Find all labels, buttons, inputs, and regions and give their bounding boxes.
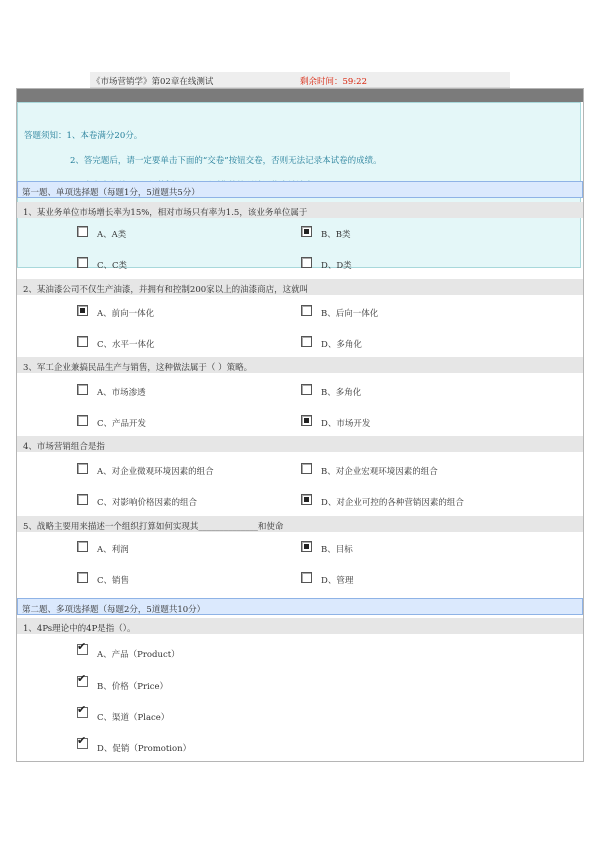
radio-button[interactable]	[77, 257, 88, 268]
toolbar-strip	[17, 89, 583, 102]
radio-button[interactable]	[77, 384, 88, 395]
check-mark-icon: ✔	[77, 734, 87, 747]
exam-frame	[16, 88, 584, 762]
option-label: A、市场渗透	[97, 388, 146, 398]
radio-button[interactable]	[77, 541, 88, 552]
question-text: 3、军工企业兼搞民品生产与销售，这种做法属于（ ）策略。	[23, 363, 253, 373]
radio-button[interactable]	[77, 415, 88, 426]
option-label: A、A类	[97, 230, 127, 240]
question-text: 1、4Ps理论中的4P是指（）。	[23, 624, 136, 634]
question-row	[17, 436, 583, 452]
radio-button[interactable]	[77, 336, 88, 347]
radio-button[interactable]	[301, 541, 312, 552]
option-label: D、D类	[321, 261, 352, 271]
radio-button[interactable]	[301, 463, 312, 474]
option-label: B、目标	[321, 545, 353, 555]
section-title: 第一题、单项选择题（每题1分，5道题共5分）	[22, 188, 200, 198]
radio-button[interactable]	[301, 415, 312, 426]
option-label: B、多角化	[321, 388, 362, 398]
radio-button[interactable]	[301, 384, 312, 395]
option-label: C、渠道（Place）	[97, 713, 170, 723]
notice-line: 2、答完题后，请一定要单击下面的“交卷”按钮交卷，否则无法记录本试卷的成绩。	[70, 156, 382, 166]
question-text: 4、市场营销组合是指	[23, 442, 105, 452]
checkbox[interactable]	[77, 734, 88, 749]
option-label: D、市场开发	[321, 419, 371, 429]
option-label: B、对企业宏观环境因素的组合	[321, 467, 438, 477]
option-label: C、对影响价格因素的组合	[97, 498, 198, 508]
notice-line: 答题须知：1、本卷满分20分。	[24, 131, 143, 141]
checkbox[interactable]	[77, 703, 88, 718]
option-label: D、多角化	[321, 340, 362, 350]
option-label: B、价格（Price）	[97, 682, 169, 692]
radio-button[interactable]	[77, 226, 88, 237]
section-title: 第二题、多项选择题（每题2分，5道题共10分）	[22, 605, 206, 615]
remaining-time: 剩余时间：59:22	[300, 77, 367, 87]
option-label: C、水平一体化	[97, 340, 155, 350]
section-header-multi	[17, 598, 583, 615]
check-mark-icon: ✔	[77, 703, 87, 716]
exam-title: 《市场营销学》第02章在线测试	[92, 77, 214, 87]
check-mark-icon: ✔	[77, 672, 87, 685]
question-text: 1、某业务单位市场增长率为15%，相对市场只有率为1.5，该业务单位属于	[23, 208, 308, 218]
option-label: D、管理	[321, 576, 354, 586]
question-row	[17, 357, 583, 373]
question-row	[17, 202, 583, 218]
question-text: 5、战略主要用来描述一个组织打算如何实现其______________和使命	[23, 522, 284, 532]
option-label: B、后向一体化	[321, 309, 379, 319]
option-label: D、对企业可控的各种营销因素的组合	[321, 498, 464, 508]
radio-button[interactable]	[77, 494, 88, 505]
radio-button[interactable]	[77, 305, 88, 316]
question-row	[17, 618, 583, 634]
radio-button[interactable]	[301, 257, 312, 268]
option-label: A、对企业微观环境因素的组合	[97, 467, 214, 477]
radio-button[interactable]	[301, 305, 312, 316]
header-bar	[90, 72, 510, 88]
option-label: A、利润	[97, 545, 129, 555]
option-label: D、促销（Promotion）	[97, 744, 192, 754]
question-text: 2、某油漆公司不仅生产油漆，并拥有和控制200家以上的油漆商店，这就叫	[23, 285, 309, 295]
radio-button[interactable]	[301, 226, 312, 237]
section-header-single	[17, 181, 583, 198]
option-label: C、销售	[97, 576, 130, 586]
question-row	[17, 516, 583, 532]
checkbox[interactable]	[77, 672, 88, 687]
option-label: A、前向一体化	[97, 309, 155, 319]
radio-button[interactable]	[77, 572, 88, 583]
option-label: C、产品开发	[97, 419, 147, 429]
check-mark-icon: ✔	[77, 640, 87, 653]
radio-button[interactable]	[301, 572, 312, 583]
question-row	[17, 279, 583, 295]
option-label: B、B类	[321, 230, 351, 240]
radio-button[interactable]	[301, 336, 312, 347]
radio-button[interactable]	[77, 463, 88, 474]
option-label: A、产品（Product）	[97, 650, 180, 660]
radio-button[interactable]	[301, 494, 312, 505]
checkbox[interactable]	[77, 640, 88, 655]
option-label: C、C类	[97, 261, 128, 271]
